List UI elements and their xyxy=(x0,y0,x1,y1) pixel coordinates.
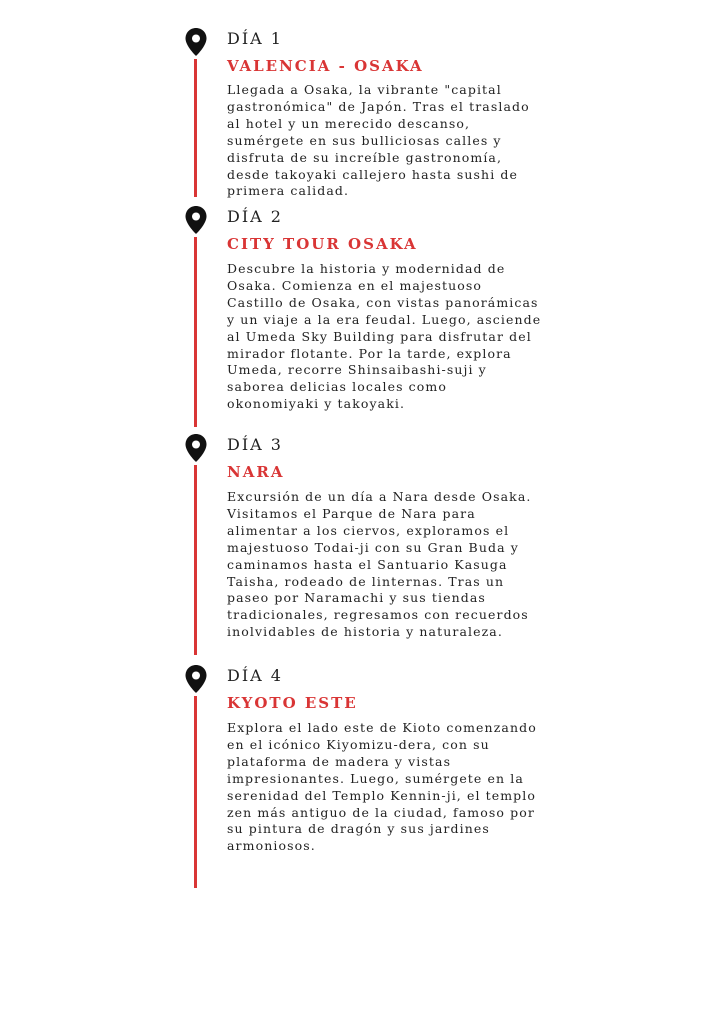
day-description: Llegada a Osaka, la vibrante "capital gastronómica" de Japón. Tras el traslado al hotel y un merecido descanso, sumérgete en sus bulliciosas calles y disfruta de su increíble gastronomía, desde takoyaki callejero hasta sushi de primera calidad. xyxy=(227,82,530,199)
day-label: DÍA 3 xyxy=(227,435,283,454)
day-label: DÍA 1 xyxy=(227,29,283,48)
day-label: DÍA 2 xyxy=(227,207,283,226)
timeline-line xyxy=(194,59,197,197)
day-title: NARA xyxy=(227,463,285,481)
timeline-line xyxy=(194,696,197,888)
timeline-line xyxy=(194,237,197,427)
day-description: Excursión de un día a Nara desde Osaka. Visitamos el Parque de Nara para alimentar a los ciervos, exploramos el majestuoso Todai-ji con su Gran Buda y caminamos hasta el Santuario Kasuga Taisha, rodeado de linternas. Tras un paseo por Naramachi y sus tiendas tradicionales, regresamos con recuerdos inolvidables de historia y naturaleza. xyxy=(227,489,532,640)
day-description: Descubre la historia y modernidad de Osaka. Comienza en el majestuoso Castillo de Osaka, con vistas panorámicas y un viaje a la era feudal. Luego, asciende al Umeda Sky Building para disfrutar del mirador flotante. Por la tarde, explora Umeda, recorre Shinsaibashi-suji y saborea delicias locales como okonomiyaki y takoyaki. xyxy=(227,261,542,412)
location-pin-icon xyxy=(184,205,208,235)
location-pin-icon xyxy=(184,433,208,463)
day-description: Explora el lado este de Kioto comenzando en el icónico Kiyomizu-dera, con su plataforma de madera y vistas impresionantes. Luego, sumérgete en la serenidad del Templo Kennin-ji, el templo zen más antiguo de la ciudad, famoso por su pintura de dragón y sus jardines armoniosos. xyxy=(227,720,537,854)
day-title: CITY TOUR OSAKA xyxy=(227,235,418,253)
day-title: VALENCIA - OSAKA xyxy=(227,57,424,75)
location-pin-icon xyxy=(184,27,208,57)
location-pin-icon xyxy=(184,664,208,694)
day-label: DÍA 4 xyxy=(227,666,283,685)
timeline-line xyxy=(194,465,197,655)
day-title: KYOTO ESTE xyxy=(227,694,358,712)
